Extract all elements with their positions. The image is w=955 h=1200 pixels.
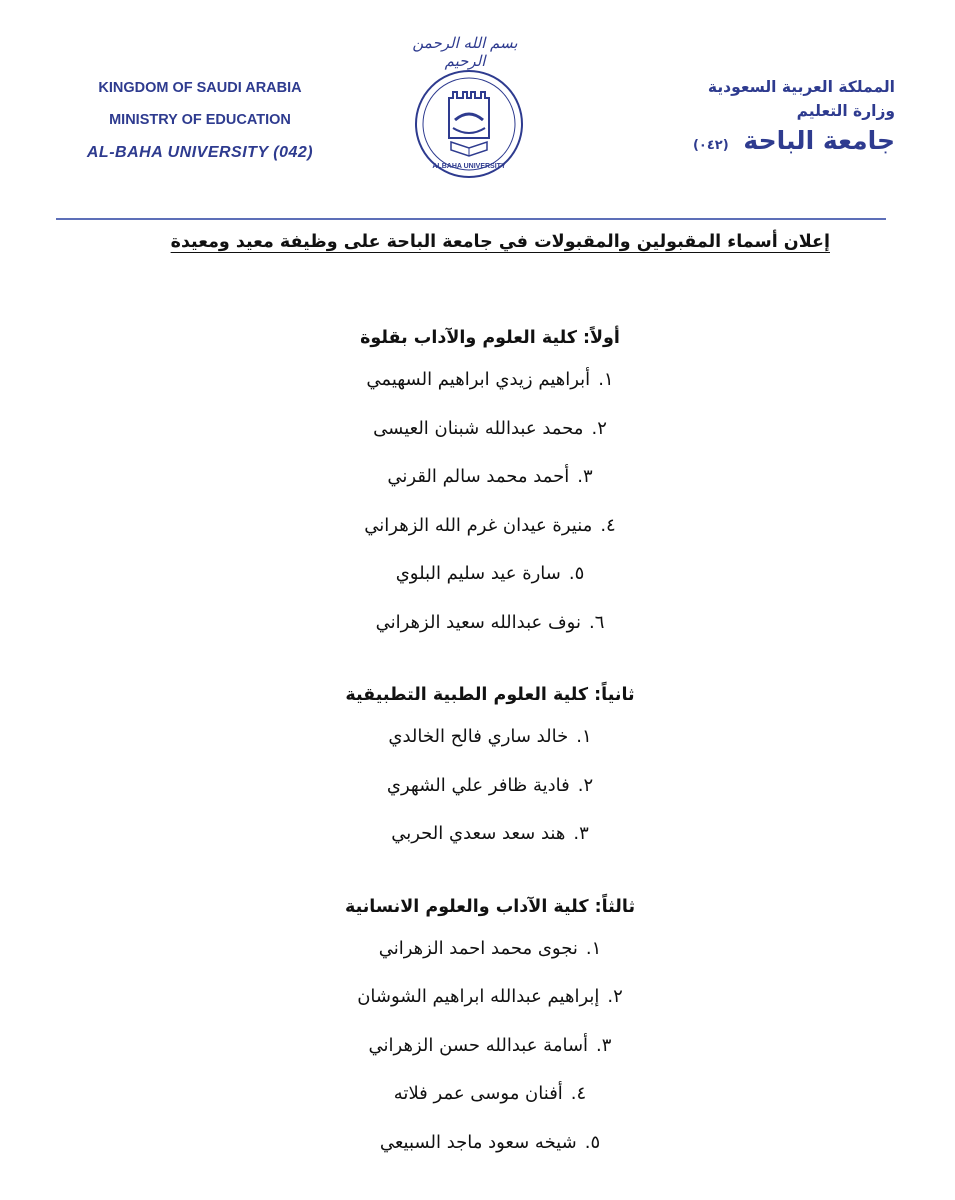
- item-number: ١.: [585, 937, 602, 959]
- list-item: [280, 502, 700, 551]
- ministry-label-en: MINISTRY OF EDUCATION: [109, 112, 291, 128]
- university-seal-logo: [413, 68, 525, 180]
- item-number: ٢.: [591, 417, 607, 439]
- item-name: نجوى محمد احمد الزهراني: [378, 937, 578, 959]
- section-heading: ثالثاً: كلية الآداب والعلوم الانسانية: [344, 896, 636, 917]
- section-spacer: [280, 859, 700, 889]
- item-number: ٥.: [584, 1131, 601, 1153]
- item-name: أحمد محمد سالم القرني: [387, 466, 570, 487]
- list-item: [280, 1070, 700, 1119]
- item-name: سارة عيد سليم البلوي: [395, 563, 561, 584]
- accepted-names-list: [280, 925, 700, 1168]
- list-item: [280, 713, 700, 762]
- announcement-body: [280, 320, 700, 1167]
- item-name: محمد عبدالله شبنان العيسى: [373, 417, 584, 439]
- accepted-names-list: [280, 713, 700, 859]
- list-item: [280, 453, 700, 502]
- item-number: ٢.: [577, 774, 594, 796]
- section-heading: ثانياً: كلية العلوم الطبية التطبيقية: [345, 685, 635, 705]
- item-number: ٣.: [596, 1034, 612, 1056]
- item-number: ٥.: [568, 563, 585, 584]
- list-item: [280, 356, 700, 405]
- item-number: ٤.: [600, 514, 616, 536]
- list-item: [280, 1119, 700, 1168]
- item-name: أفنان موسى عمر فلاته: [393, 1083, 563, 1104]
- item-number: ٦.: [588, 611, 605, 633]
- item-name: نوف عبدالله سعيد الزهراني: [375, 611, 581, 633]
- header-divider: [56, 218, 886, 220]
- logo-ring-text: ALBAHA UNIVERSITY: [432, 163, 506, 170]
- list-item: [280, 599, 700, 648]
- university-label-en: AL-BAHA UNIVERSITY (042): [86, 144, 314, 161]
- list-item: [280, 973, 700, 1022]
- item-name: خالد ساري فالح الخالدي: [388, 726, 569, 747]
- item-number: ١.: [576, 726, 592, 747]
- english-letterhead: [40, 80, 360, 162]
- section-arts-humanities: [280, 889, 700, 1168]
- list-item: [280, 550, 700, 599]
- list-item: [280, 925, 700, 974]
- list-item: [280, 762, 700, 811]
- section-applied-medical-sciences: [280, 677, 700, 859]
- item-number: ٣.: [577, 466, 593, 487]
- item-name: أسامة عبدالله حسن الزهراني: [368, 1034, 589, 1056]
- kingdom-label-en: KINGDOM OF SAUDI ARABIA: [98, 80, 302, 96]
- item-number: ٤.: [570, 1083, 587, 1104]
- item-number: ٣.: [573, 823, 589, 844]
- section-spacer: [280, 647, 700, 677]
- basmala-calligraphy: بسم الله الرحمن الرحيم: [412, 34, 518, 70]
- university-label-ar: [635, 126, 895, 155]
- item-number: ١.: [598, 369, 614, 390]
- kingdom-label-ar: المملكة العربية السعودية: [707, 78, 895, 96]
- item-name: إبراهيم عبدالله ابراهيم الشوشان: [357, 986, 600, 1007]
- announcement-title: إعلان أسماء المقبولين والمقبولات في جامعة الباحة على وظيفة معيد ومعيدة: [170, 232, 830, 252]
- list-item: [280, 810, 700, 859]
- item-name: فادية ظافر علي الشهري: [386, 774, 570, 796]
- arabic-letterhead: [635, 78, 895, 155]
- list-item: [280, 405, 700, 454]
- item-name: منيرة عيدان غرم الله الزهراني: [364, 514, 593, 536]
- list-item: [280, 1022, 700, 1071]
- item-name: شيخه سعود ماجد السبيعي: [379, 1131, 577, 1153]
- section-sciences-arts-qilwah: [280, 320, 700, 647]
- university-code-ar: (٠٤٢): [692, 138, 729, 153]
- section-heading: أولاً: كلية العلوم والآداب بقلوة: [360, 328, 620, 348]
- item-number: ٢.: [607, 986, 623, 1007]
- accepted-names-list: [280, 356, 700, 647]
- item-name: أبراهيم زيدي ابراهيم السهيمي: [366, 369, 591, 390]
- ministry-label-ar: وزارة التعليم: [796, 102, 895, 120]
- item-name: هند سعد سعدي الحربي: [391, 823, 566, 844]
- university-name-ar: جامعة الباحة: [743, 126, 895, 155]
